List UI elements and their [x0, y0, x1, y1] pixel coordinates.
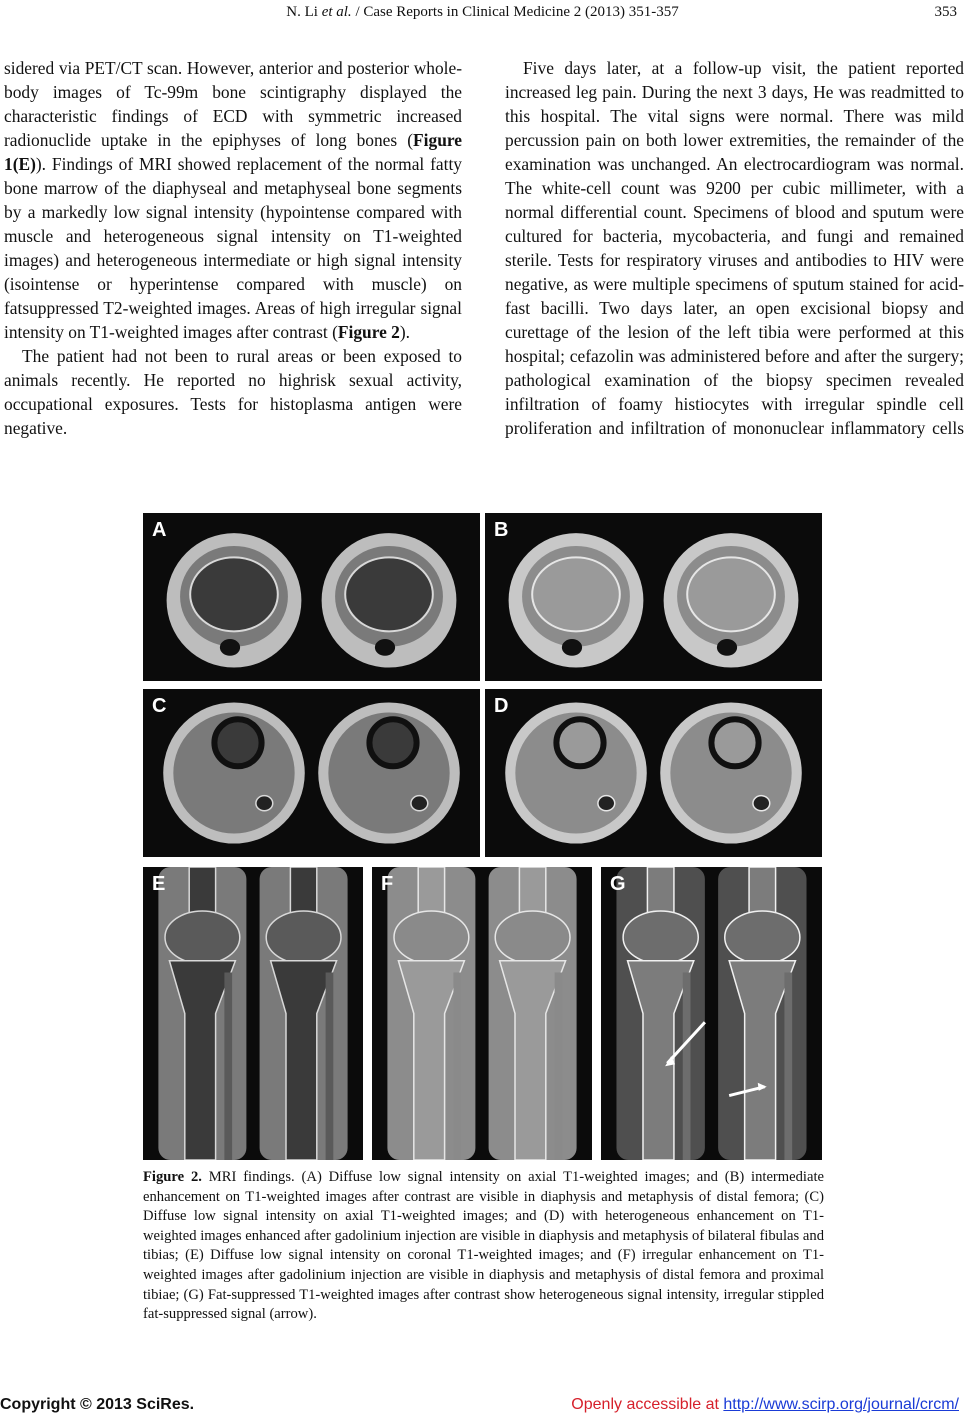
caption-text: MRI findings. (A) Diffuse low signal intensity on axial T1-weighted images; and (B) intermediate enhancement on T1-weighted images after contrast are visible in diaphysis and metaphysis of distal femora; (C) Diffuse low signal intensity on axial T1-weighted images; and (D) with heterogeneous enhancement on T1-weighted images enhanced after gadolinium injection are visible in diaphysis and metaphysis of bilateral fibulas and tibias; (E) Diffuse low signal intensity on coronal T1-weighted images; and (F) irregular enhancement on T1-weighted images after gadolinium injection are visible in diaphysis and metaphysis of distal femora and proximal tibiae; (G) Fat-suppressed T1-weighted images after contrast show heterogeneous signal intensity, irregular stippled fat-suppressed signal (arrow).: [143, 1169, 824, 1323]
right-column: [505, 56, 964, 440]
fibula: [256, 796, 273, 811]
vessel: [220, 639, 240, 656]
mri-panel-g: [601, 867, 822, 1160]
panel-label: C: [152, 695, 167, 717]
journal-url-link[interactable]: http://www.scirp.org/journal/crcm/: [723, 1396, 959, 1413]
fibula: [784, 972, 792, 1160]
left-column: [4, 56, 462, 440]
right-paragraph-1: Five days later, at a follow-up visit, the patient reported increased leg pain. During the next 3 days, He was readmitted to this hospital. The vital signs were normal. There was mild percussion pain on both lower extremities, the remainder of the examination was unchanged. An electrocardiogram was normal. The white-cell count was 9200 per cubic millimeter, with a normal differential count. Specimens of blood and sputum were cultured for bacteria, mycobacteria, and fungi and remained sterile. Tests for respiratory viruses and antibodies to HIV were negative, as were multiple specimens of sputum stained for acid-fast bacilli. Two days later, an open excisional biopsy and curettage of the lesion of the left tibia were performed at this hospital; cefazolin was administered before and after the surgery; pathological examination of the biopsy specimen revealed infiltration of foamy histiocytes with irregular spindle cell proliferation and infiltration of mononuclear inflammatory cells: [505, 58, 964, 438]
knee-joint: [725, 911, 800, 964]
vessel: [562, 639, 582, 656]
mri-panel-b: [485, 513, 822, 681]
tibia: [369, 719, 416, 766]
mri-image: [601, 867, 822, 1160]
mri-image: [143, 513, 480, 681]
caption-label: Figure 2.: [143, 1169, 202, 1185]
femur-condyle: [532, 557, 620, 631]
fibula: [411, 796, 428, 811]
journal-title: N. Li et al. / Case Reports in Clinical Medicine 2 (2013) 351-357: [286, 4, 679, 20]
mri-image: [485, 689, 822, 857]
left-paragraph-2: The patient had not been to rural areas or been exposed to animals recently. He reported no highrisk sexual activity, occupational exposures. Tests for histoplasma antigen were negative.: [4, 346, 462, 438]
vessel: [717, 639, 737, 656]
figure-1e-reference: Figure 1(E): [4, 130, 462, 174]
panel-label: D: [494, 695, 509, 717]
tibia: [711, 719, 758, 766]
knee-joint: [165, 911, 240, 964]
open-access-notice: Openly accessible at http://www.scirp.org/journal/crcm/: [571, 1396, 959, 1413]
panel-label: E: [152, 873, 166, 895]
femur-condyle: [190, 557, 278, 631]
fibula: [753, 796, 770, 811]
fibula: [683, 972, 691, 1160]
panel-label: B: [494, 519, 509, 541]
tibia: [556, 719, 603, 766]
figure-2-reference: Figure 2: [337, 322, 400, 342]
left-paragraph-1: sidered via PET/CT scan. However, anterior and posterior whole-body images of Tc-99m bone scintigraphy displayed the characteristic findings of ECD with symmetric increased radionuclide uptake in the epiphyses of long bones (Figure 1(E)). Findings of MRI showed replacement of the normal fatty bone marrow of the diaphyseal and metaphyseal bone segments by a markedly low signal intensity (hypointense compared with muscle and heterogeneous signal intensity on T1-weighted images) and heterogeneous intermediate or high signal intensity (isointense or hyperintense compared with muscle) on fatsuppressed T2-weighted images. Areas of high irregular signal intensity on T1-weighted images after contrast (Figure 2).: [4, 58, 462, 342]
panel-label: A: [152, 519, 167, 541]
knee-joint: [623, 911, 698, 964]
fibula: [326, 972, 334, 1160]
mri-image: [372, 867, 592, 1160]
knee-joint: [394, 911, 469, 964]
knee-joint: [495, 911, 570, 964]
knee-joint: [266, 911, 341, 964]
tibia: [214, 719, 261, 766]
femur-condyle: [687, 557, 775, 631]
panel-label: G: [610, 873, 626, 895]
fibula: [555, 972, 563, 1160]
fibula: [598, 796, 615, 811]
mri-image: [143, 689, 480, 857]
running-header: [0, 4, 965, 26]
mri-image: [143, 867, 363, 1160]
fibula: [453, 972, 461, 1160]
figure-2-mri: [143, 513, 822, 1160]
mri-panel-c: [143, 689, 480, 857]
fibula: [224, 972, 232, 1160]
page-footer: [0, 1396, 965, 1416]
femur-condyle: [345, 557, 433, 631]
mri-panel-f: [372, 867, 592, 1160]
mri-panel-e: [143, 867, 363, 1160]
panel-label: F: [381, 873, 394, 895]
mri-panel-a: [143, 513, 480, 681]
copyright-notice: Copyright © 2013 SciRes.: [0, 1396, 195, 1413]
mri-image: [485, 513, 822, 681]
vessel: [375, 639, 395, 656]
figure-caption: [143, 1168, 824, 1325]
mri-panel-d: [485, 689, 822, 857]
page-number: 353: [934, 4, 957, 20]
